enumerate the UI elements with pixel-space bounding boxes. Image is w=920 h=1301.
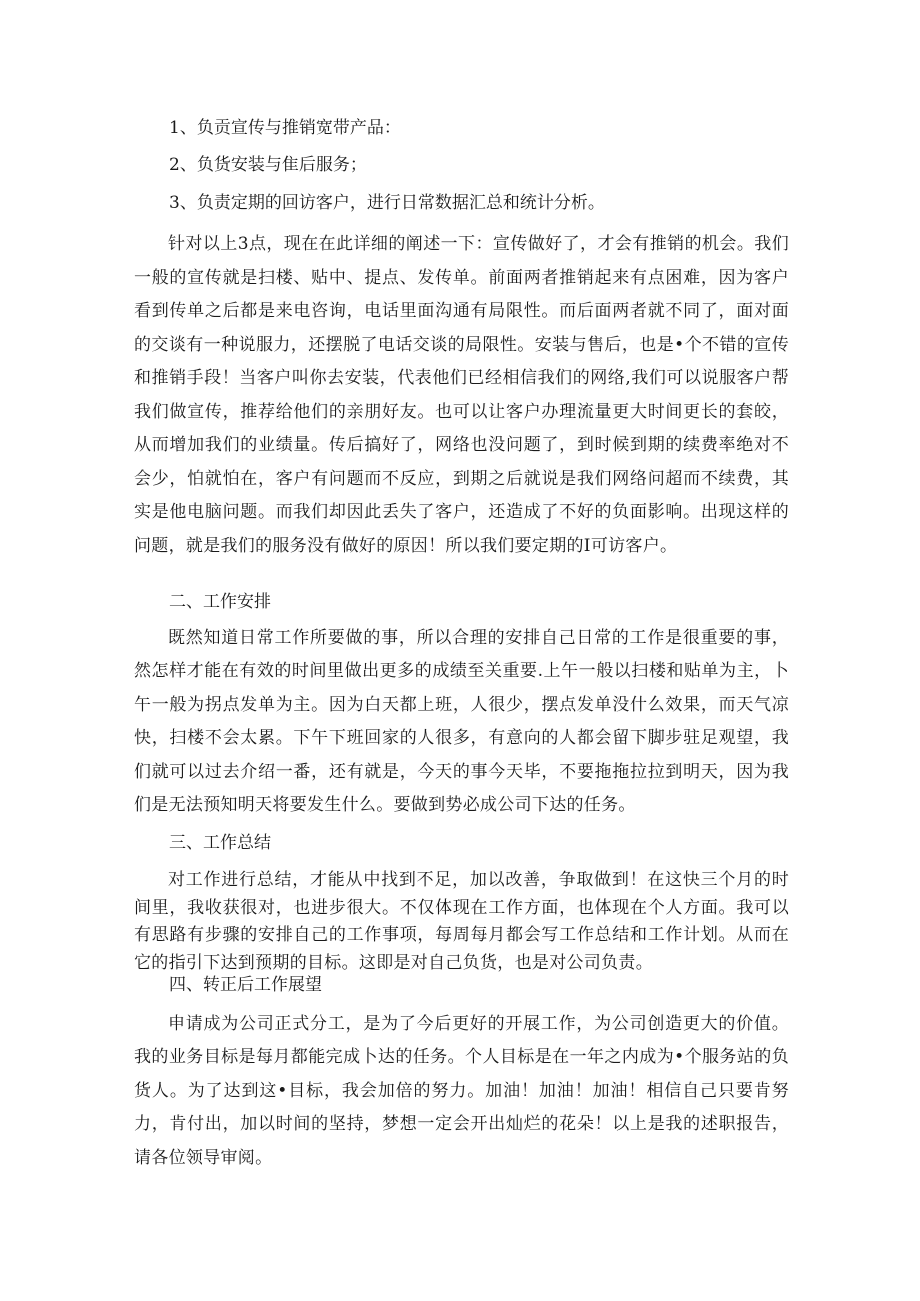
schedule-paragraph: 既然知道日常工作所要做的事，所以合理的安排自己日常的工作是很重要的事，然怎样才能在有效的时间里做出更多的成绩至关重要.上午一般以扫楼和贴单为主，卜午一般为拐点发单为主。因为白天都上班，人很少，摆点发单没什么效果，而天气凉快，扫楼不会太累。下午下班回家的人很多，有意向的人都会留下脚步驻足观望，我们就可以过去介绍一番，还有就是，今天的事今天毕，不要拖拖拉拉到明天，因为我们是无法预知明天将要发生什么。要做到势必成公司下达的任务。 bbox=[134, 628, 789, 816]
summary-paragraph: 对工作进行总结，才能从中找到不足，加以改善，争取做到！在这快三个月的时间里，我收获很对，也进步很大。不仅体现在工作方面，也体现在个人方面。我可以有思路有步骤的安排自己的工作事项，每周每月都会写工作总结和工作计划。从而在它的指引下达到预期的目标。这即是对自己负货，也是对公司负责。 bbox=[134, 870, 789, 973]
duty-item-3: 3、负责定期的回访客户，进行日常数据汇总和统计分析。 bbox=[169, 193, 605, 213]
heading-summary: 三、工作总结 bbox=[169, 833, 271, 853]
duty-item-1: 1、负贡宣传与推销宽带产品： bbox=[169, 118, 401, 138]
duty-item-2: 2、负货安装与隹后服务； bbox=[169, 155, 367, 175]
details-paragraph: 针对以上3点，现在在此详细的阐述一下：宣传做好了，才会有推销的机会。我们一般的宣传就是扫楼、贴中、提点、发传单。前面两者推销起来有点困难，因为客户看到传单之后都是来电咨询，电话里面沟通有局限性。而后面两者就不同了，面对面的交谈有一种说服力，还摆脱了电话交谈的局限性。安装与售后，也是•个不错的宣传和推销手段！当客户叫你去安装，代表他们已经相信我们的网络,我们可以说服客户帮我们做宣传，推荐给他们的亲朋好友。也可以让客户办理流量更大时间更长的套皎，从而增加我们的业绩量。传后搞好了，网络也没问题了，到时候到期的续费率绝对不会少，怕就怕在，客户有问题而不反应，到期之后就说是我们网络问超而不续费，其实是他电脑问题。而我们却因此丢失了客户，还造成了不好的负面影响。出现这样的问题，就是我们的服务没有做好的原因！所以我们要定期的I可访客户。 bbox=[134, 234, 789, 556]
heading-schedule: 二、工作安排 bbox=[169, 592, 271, 612]
heading-outlook: 四、转正后工作展望 bbox=[169, 975, 322, 995]
outlook-paragraph: 申请成为公司正式分工，是为了今后更好的开展工作，为公司创造更大的价值。我的业务目标是每月都能完成卜达的任务。个人目标是在一年之内成为•个服务站的负货人。为了达到这•目标，我会加倍的努力。加油！加油！加油！相信自己只要肯努力，肯付出，加以时间的坚持，梦想一定会开出灿烂的花朵！以上是我的述职报告，请各位领导审阅。 bbox=[134, 1014, 789, 1168]
